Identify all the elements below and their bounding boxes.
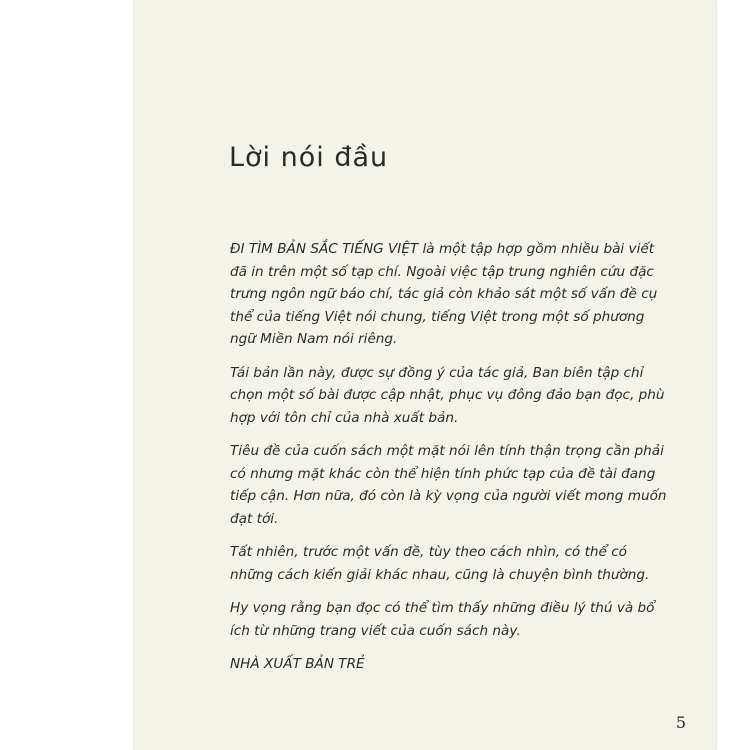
book-page <box>134 0 716 750</box>
bleed-through-ghost-text <box>162 208 168 234</box>
paragraph-2: Tái bản lần này, được sự đồng ý của tác giả, Ban biên tập chỉ chọn một số bài được cập nhật, phục vụ đông đảo bạn đọc, phù hợp với tôn chỉ của nhà xuất bản. <box>230 364 665 426</box>
paragraph-4: Tất nhiên, trước một vấn đề, tùy theo cách nhìn, có thể có những cách kiến giải khác nhau, cũng là chuyện bình thường. <box>230 544 650 583</box>
paragraph-1: ĐI TÌM BẢN SẮC TIẾNG VIỆT là một tập hợp gồm nhiều bài viết đã in trên một số tạp chí. Ngoài việc tập trung nghiên cứu đặc trưng ngôn ngữ báo chí, tác giả còn khảo sát một số vấn đề cụ thể của tiếng Việt nói chung, tiếng Việt trong một số phương ngữ Miền Nam nói riêng. <box>230 241 658 347</box>
page-number: 5 <box>675 713 686 732</box>
preface-body <box>230 238 670 687</box>
publisher-signature: NHÀ XUẤT BẢN TRẺ <box>230 656 365 672</box>
page-title: Lời nói đầu <box>229 142 389 173</box>
paragraph-3: Tiêu đề của cuốn sách một mặt nói lên tính thận trọng cần phải có nhưng mặt khác còn thể hiện tính phức tạp của đề tài đang tiếp cận. Hơn nữa, đó còn là kỳ vọng của người viết mong muốn đạt tới. <box>230 443 667 527</box>
paragraph-5: Hy vọng rằng bạn đọc có thể tìm thấy những điều lý thú và bổ ích từ những trang viết của cuốn sách này. <box>230 600 655 639</box>
